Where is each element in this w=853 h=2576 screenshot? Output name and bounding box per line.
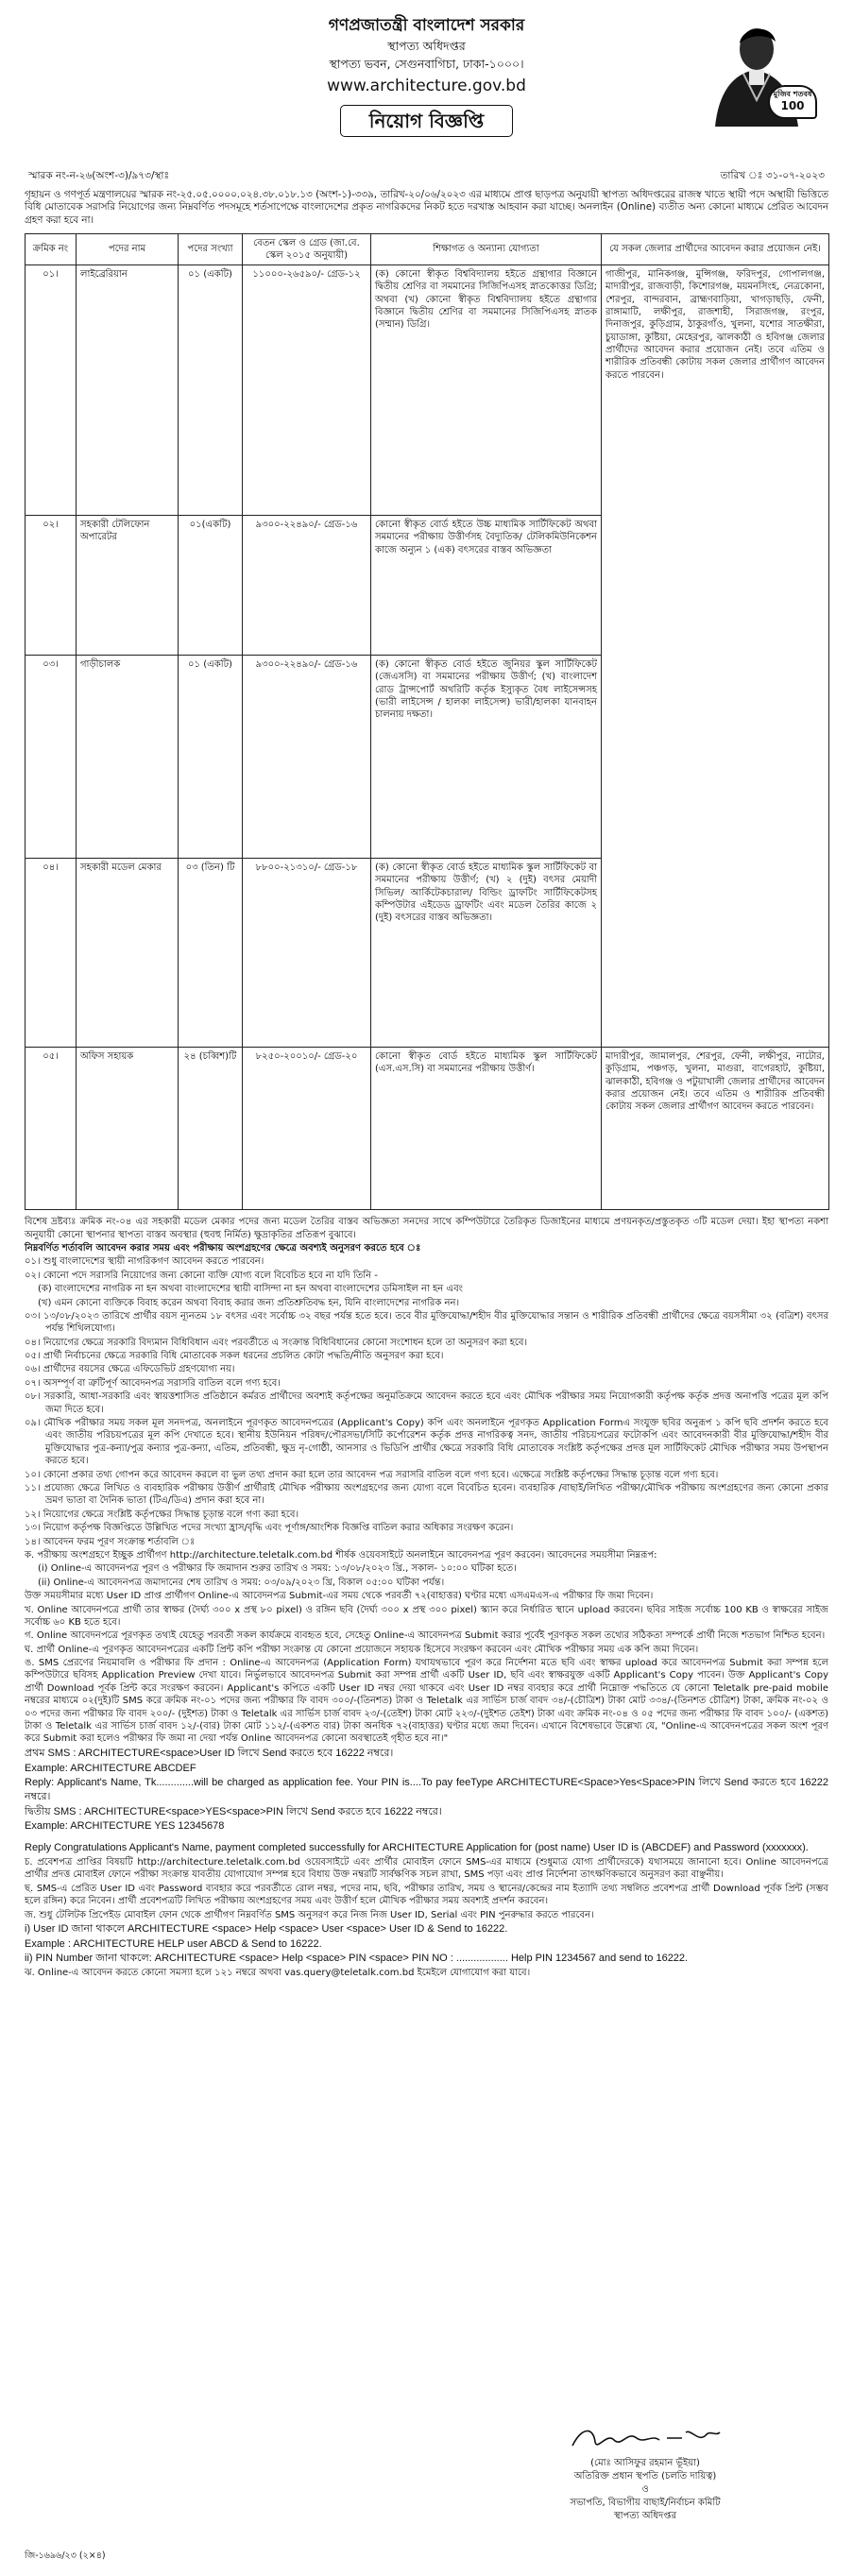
signatory-office: স্থাপত্য অধিদপ্তর xyxy=(614,2511,676,2521)
cell-count: ০১ (একটি) xyxy=(179,656,243,859)
cell-post: অফিস সহায়ক xyxy=(77,1048,179,1210)
cell-scale: ১১০০০-২৬৫৯০/- গ্রেড-১২ xyxy=(243,265,371,516)
recovery-instruction: i) User ID জানা থাকলে ARCHITECTURE <space> Help <space> User <space> User ID & Send to 16222. xyxy=(25,1922,508,1935)
cell-qualification: (ক) কোনো স্বীকৃত বিশ্ববিদ্যালয় হইতে গ্রন্থাগার বিজ্ঞানে দ্বিতীয় শ্রেণির বা সমমানের সিজিপিএসহ স্নাতকোত্তর ডিগ্রি; অথবা (খ) কোনো স্বীকৃত বিশ্ববিদ্যালয় হইতে গ্রন্থাগার বিজ্ঞানে দ্বিতীয় শ্রেণির বা সমমানের সিজিপিএসহ স্নাতক (সম্মান) ডিগ্রি। xyxy=(371,265,602,516)
cell-count: ০১ (একটি) xyxy=(179,265,243,516)
cell-sl: ০২। xyxy=(26,516,77,656)
mujib-centenary-logo xyxy=(706,15,819,127)
condition-item: ০৪। নিয়োগের ক্ষেত্রে সরকারি বিদ্যমান বিধিবিধান এবং পরবর্তীতে এ সংক্রান্ত বিধিবিধানের কোনো সংশোধন হলে তা অনুসরণ করা হবে। xyxy=(25,1337,528,1348)
cell-district: গাজীপুর, মানিকগঞ্জ, মুন্সিগঞ্জ, ফরিদপুর, গোপালগঞ্জ, মাদারীপুর, রাজবাড়ী, কিশোরগঞ্জ, ময়মনসিংহ, নেত্রকোনা, শেরপুর, বান্দরবান, ব্রাহ্মণবাড়িয়া, খাগড়াছড়ি, ফেনী, রাঙ্গামাটি, লক্ষীপুর, রাজশাহী, সিরাজগঞ্জ, রংপুর, দিনাজপুর, কুড়িগ্রাম, ঠাকুরগাঁও, খুলনা, যশোর সাতক্ষীরা, চুয়াডাঙ্গা, কুষ্টিয়া, মেহেরপুর, ঝালকাঠী ও হবিগঞ্জ জেলার প্রার্থীদের আবেদন করার প্রয়োজন নেই। তবে এতিম ও শারীরিক প্রতিবন্ধী কোটায় সকল জেলার প্রার্থীগণ আবেদন করতে পারবেন। xyxy=(602,265,829,1048)
condition-item: ০৮। সরকারি, আধা-সরকারি এবং স্বায়ত্তশাসিত প্রতিষ্ঠানে কর্মরত প্রার্থীদের অবশ্যই কর্তৃপক্ষের অনুমতিক্রমে আবেদন করতে হবে এবং মৌখিক পরীক্ষার সময় নিয়োগকারী কর্তৃপক্ষ কর্তৃক প্রদত্ত অনাপত্তি পত্রের মূল কপি জমা দিতে হবে। xyxy=(25,1391,828,1415)
cell-sl: ০৩। xyxy=(26,656,77,859)
cell-scale: ৯৩০০-২২৪৯০/- গ্রেড-১৬ xyxy=(243,516,371,656)
notice-title: নিয়োগ বিজ্ঞপ্তি xyxy=(340,105,514,137)
conditions-heading: নিম্নবর্ণিত শর্তাবলি আবেদন করার সময় এবং পরীক্ষায় অংশগ্রহণের ক্ষেত্রে অবশ্যই অনুসরণ করতে হবে ঃ xyxy=(25,1242,421,1254)
cell-post: গাড়ীচালক xyxy=(77,656,179,859)
notice-header xyxy=(25,13,828,164)
memo-date: তারিখ ঃ ৩১-০৭-২০২৩ xyxy=(720,170,825,181)
apply-item: জ. শুধু টেলিটক প্রিপেইড মোবাইল ফোন থেকে প্রার্থীগণ নিম্নবর্ণিত SMS অনুসরণ করে নিজ নিজ User ID, Serial এবং PIN পুনরুদ্ধার করতে পারবেন। xyxy=(25,1909,594,1920)
portrait-caption: মুজিব শতবর্ষ xyxy=(773,90,812,98)
table-row xyxy=(26,265,829,516)
apply-item: গ. Online আবেদনপত্রে পূরণকৃত তথ্যই যেহেতু পরবর্তী সকল কার্যক্রমে ব্যবহৃত হবে, সেহেতু Online-এ আবেদনপত্র Submit করার পূর্বেই পূরণকৃত সকল তথ্যের সঠিকতা সম্পর্কে প্রার্থী নিজে শতভাগ নিশ্চিত হবেন। xyxy=(25,1630,826,1642)
condition-item: ১০। কোনো প্রকার তথ্য গোপন করে আবেদন করলে বা ভুল তথ্য প্রদান করা হলে তার আবেদন পত্র সরাসরি বাতিল বলে গণ্য হবে। এক্ষেত্রে সংশ্লিষ্ট কর্তৃপক্ষের সিদ্ধান্ত চূড়ান্ত বলে গণ্য হবে। xyxy=(25,1469,719,1480)
sms-instruction: প্রথম SMS : ARCHITECTURE<space>User ID লিখে Send করতে হবে 16222 নম্বরে। xyxy=(25,1747,394,1759)
intro-paragraph: গৃহায়ন ও গণপূর্ত মন্ত্রণালয়ের স্মারক নং-২৫.০৫.০০০০.০২৪.৩৮.০১৮.১৩ (অংশ-১)-৩৩৯, তারিখ-২০/০৬/২০২৩ এর মাধ্যমে প্রাপ্ত ছাড়পত্র অনুযায়ী স্থাপত্য অধিদপ্তরের রাজস্ব খাতে স্থায়ী পদে অস্থায়ী ভিত্তিতে বিধি মোতাবেক সরাসরি নিয়োগের জন্য নিম্নবর্ণিত পদসমূহে শর্তসাপেক্ষে বাংলাদেশের প্রকৃত নাগরিকদের নিকট হতে দরখাস্ত আহবান করা যাচ্ছে। অনলাইন (Online) ব্যতীত অন্য কোনো মাধ্যমে প্রেরিত আবেদন গ্রহণ করা হবে না। xyxy=(25,188,828,227)
recovery-instruction: ii) PIN Number জানা থাকলে: ARCHITECTURE <space> Help <space> PIN <space> PIN NO : .................. Help PIN 1234567 and send to 16222. xyxy=(25,1953,689,1965)
cell-post: সহকারী মডেল মেকার xyxy=(77,859,179,1048)
condition-item: ০৬। প্রার্থীদের বয়সের ক্ষেত্রে এফিডেভিট গ্রহণযোগ্য নয়। xyxy=(25,1364,235,1375)
apply-item: ঘ. প্রার্থী Online-এ পূরণকৃত আবেদনপত্রের একটি প্রিন্ট কপি পরীক্ষা সংক্রান্ত যে কোনো প্রয়োজনে সহায়ক হিসেবে সংরক্ষণ করবেন এবং মৌখিক পরীক্ষার সময় এক কপি জমা দিবেন। xyxy=(25,1644,699,1655)
cell-qualification: (ক) কোনো স্বীকৃত বোর্ড হইতে জুনিয়র স্কুল সার্টিফিকেট (জেএসসি) বা সমমানের পরীক্ষায় উত্তীর্ণ; (খ) বাংলাদেশ রোড ট্রান্সপোর্ট অথরিটি কর্তৃক ইস্যুকৃত বৈধ লাইসেন্সসহ (ভারী লাইসেন্স / হালকা লাইসেন্স) ভারী/হালকা যানবাহন চালনায় দক্ষতা। xyxy=(371,656,602,859)
memo-reference: স্মারক নং-ন-২৬(অংশ-৩)/৯৭৩/স্থাঃ xyxy=(28,170,170,181)
sms-reply: Reply: Applicant's Name, Tk.............will be charged as application fee. Your PIN is....To pay feeType ARCHITECTURE<Space>Yes<Space>PIN লিখে Send করতে হবে 16222 নম্বরে। xyxy=(25,1777,828,1803)
cell-qualification: কোনো স্বীকৃত বোর্ড হইতে উচ্চ মাধ্যমিক সার্টিফিকেট অথবা সমমানের পরীক্ষায় উত্তীর্ণসহ বৈদ্যুতিক/ টেলিকমিউনিকেশন কাজে অন্যুন ১ (এক) বৎসরের বাস্তব অভিজ্ঞতা xyxy=(371,516,602,656)
col-header-qualification: শিক্ষাগত ও অন্যান্য যোগ্যতা xyxy=(371,233,602,265)
col-header-post: পদের নাম xyxy=(77,233,179,265)
memo-line xyxy=(25,170,828,183)
cell-qualification: কোনো স্বীকৃত বোর্ড হইতে মাধ্যমিক স্কুল সার্টিফিকেট (এস.এস.সি) বা সমমানের পরীক্ষায় উত্তীর্ণ। xyxy=(371,1048,602,1210)
signatory-committee: সভাপতি, বিভাগীয় বাছাই/নির্বাচন কমিটি xyxy=(570,2498,721,2508)
cell-sl: ০৫। xyxy=(26,1048,77,1210)
cell-scale: ৯৩০০-২২৪৯০/- গ্রেড-১৬ xyxy=(243,656,371,859)
cell-qualification: (ক) কোনো স্বীকৃত বোর্ড হইতে মাধ্যমিক স্কুল সার্টিফিকেট বা সমমানের পরীক্ষায় উত্তীর্ণ; (খ) ২ (দুই) বৎসর মেয়াদী সিভিল/ আর্কিটেকচারাল/ বিল্ডিং ড্রাফটিং সার্টিফিকেটসহ কম্পিউটার এইডেড ড্রাফটিং এবং মডেল তৈরির কাজে ২ (দুই) বৎসরের বাস্তব অভিজ্ঞতা। xyxy=(371,859,602,1048)
cell-sl: ০১। xyxy=(26,265,77,516)
sms-reply: Reply Congratulations Applicant's Name, payment completed successfully for ARCHITECTURE Application for (post name) User ID is (ABCDEF) and Password (xxxxxxx). xyxy=(25,1842,809,1854)
condition-item: ১৩। নিয়োগ কর্তৃপক্ষ বিজ্ঞপ্তিতে উল্লিখিত পদের সংখ্যা হ্রাস/বৃদ্ধি এবং পূর্ণাঙ্গ/আংশিক বিজ্ঞপ্তি বাতিল করার অধিকার সংরক্ষণ করেন। xyxy=(25,1523,514,1534)
apply-item: উক্ত সময়সীমার মধ্যে User ID প্রাপ্ত প্রার্থীগণ Online-এ আবেদনপত্র Submit-এর সময় থেকে পরবর্তী ৭২(বাহাত্তর) ঘণ্টার মধ্যে এসএমএস-এ পরীক্ষার ফি জমা দিবেন। xyxy=(25,1591,654,1602)
condition-subitem: (খ) এমন কোনো ব্যক্তিকে বিবাহ করেন অথবা বিবাহ করার জন্য প্রতিশ্রুতিবদ্ধ হন, যিনি বাংলাদেশের নাগরিক নন। xyxy=(38,1297,460,1308)
apply-item: খ. Online আবেদনপত্রে প্রার্থী তার স্বাক্ষর (দৈর্ঘ্য ৩০০ x প্রস্থ ৮০ pixel) ও রঙ্গিন ছবি (দৈর্ঘ্য ৩০০ x প্রস্থ ৩০০ pixel) স্ক্যান করে নির্ধারিত স্থানে upload করবেন। ছবির সাইজ সর্বোচ্চ 100 KB ও স্বাক্ষরের সাইজ সর্বোচ্চ ৬০ KB হতে হবে। xyxy=(25,1604,828,1628)
col-header-count: পদের সংখ্যা xyxy=(179,233,243,265)
recovery-example: Example : ARCHITECTURE HELP user ABCD & Send to 16222. xyxy=(25,1937,322,1950)
condition-item: ১২। নিয়োগের ক্ষেত্রে সংশ্লিষ্ট কর্তৃপক্ষের সিদ্ধান্ত চূড়ান্ত বলে গণ্য করা হবে। xyxy=(25,1509,299,1520)
cell-district: মাদারীপুর, জামালপুর, শেরপুর, ফেনী, লক্ষীপুর, নাটোর, কুড়িগ্রাম, পঞ্চগড়, খুলনা, মাগুরা, বাগেরহাট, কুষ্টিয়া, ঝালকাঠী, হবিগঞ্জ ও পটুয়াখালী জেলার প্রার্থীদের আবেদন করার প্রয়োজন নেই। তবে এতিম ও শারীরিক প্রতিবন্ধী কোটায় সকল জেলার প্রার্থীগণ আবেদন করতে পারবেন। xyxy=(602,1048,829,1210)
condition-subitem: (ক) বাংলাদেশের নাগরিক না হন অথবা বাংলাদেশের স্থায়ী বাসিন্দা না হন অথবা বাংলাদেশের ডমিসাইল না হন এবং xyxy=(38,1284,463,1295)
special-note: বিশেষ দ্রষ্টব্যঃ ক্রমিক নং-০৪ এর সহকারী মডেল মেকার পদের জন্য মডেল তৈরির বাস্তব অভিজ্ঞতা সনদের সাথে কম্পিউটারে তৈরিকৃত ডিজাইনের মাধ্যমে প্রণয়নকৃত/প্রস্তুতকৃত ৩টি মডেল দেয়া। ইহা স্থাপত্য নকশা অনুযায়ী কোনো স্থাপনার স্থাপত্য বাস্তব অবস্থার (হুবহু নির্মিত) ক্ষুদ্রাকৃতির প্রতিরূপ বুঝাবে। xyxy=(25,1217,828,1240)
signature-mark xyxy=(565,2423,725,2455)
condition-item: ০৯। মৌখিক পরীক্ষার সময় সকল মূল সনদপত্র, অনলাইনে পূরণকৃত আবেদনপত্রের (Applicant's Copy) কপি এবং অনলাইনে পূরণকৃত Application Formএ সংযুক্ত ছবির অনুরূপ ১ কপি ছবি প্রদর্শন করতে হবে এবং জাতীয় পরিচয়পত্রের মূল কপি দেখাতে হবে। স্থানীয় ইউনিয়ন পরিষদ/পৌরসভা/সিটি কর্পোরেশন কর্তৃক প্রদত্ত নাগরিকত্ব সনদ, জাতীয় পরিচয়পত্রের ফটোকপি এবং আবেদনকারী বীর মুক্তিযোদ্ধা/শহীদ বীর মুক্তিযোদ্ধার পুত্র-কন্যা/পুত্র কন্যার পুত্র-কন্যা, এতিম, প্রতিবন্ধী, ক্ষুদ্র নৃ-গোষ্ঠী, আনসার ও ভিডিপি প্রার্থীর ক্ষেত্রে সরকারি বিধি মোতাবেক সংশ্লিষ্ট কর্তৃপক্ষের প্রদত্ত মূল সার্টিফিকেট মৌখিক পরীক্ষার সময় উপস্থাপন করতে হবে। xyxy=(25,1418,828,1467)
department-address: স্থাপত্য ভবন, সেগুনবাগিচা, ঢাকা-১০০০। xyxy=(329,56,524,71)
condition-item: ০৭। অসম্পূর্ণ বা ত্রুটিপূর্ণ আবেদনপত্র সরাসরি বাতিল বলে গণ্য হবে। xyxy=(25,1377,281,1389)
condition-item: ১১। প্রযোজ্য ক্ষেত্রে লিখিত ও ব্যবহারিক পরীক্ষায় উত্তীর্ণ প্রার্থীরাই মৌখিক পরীক্ষায় অংশগ্রহণের জন্য যোগ্য বলে বিবেচিত হবেন। ব্যবহারিক /বাছাই/লিখিত পরীক্ষা/মৌখিক পরীক্ষায় অংশগ্রহণের জন্য কোনো প্রকার ভ্রমণ ভাতা বা দৈনিক ভাতা (টিএ/ডিএ) প্রদান করা হবে না। xyxy=(25,1483,828,1507)
footer-code: জি-১৬৯৬/২৩ (২×৪) xyxy=(25,2550,106,2561)
government-title: গণপ্রজাতন্ত্রী বাংলাদেশ সরকার xyxy=(328,16,525,35)
cell-scale: ৮৮০০-২১৩১০/- গ্রেড-১৮ xyxy=(243,859,371,1048)
cell-count: ০১(একটি) xyxy=(179,516,243,656)
signature-block xyxy=(503,2423,787,2523)
condition-item: ০৫। প্রার্থী নির্বাচনের ক্ষেত্রে সরকারি বিধি মোতাবেক সকল ধরনের প্রচলিত কোটা পদ্ধতি/নীতি অনুসরণ করা হবে। xyxy=(25,1351,444,1362)
cell-post: সহকারী টেলিফোন অপারেটর xyxy=(77,516,179,656)
cell-post: লাইব্রেরিয়ান xyxy=(77,265,179,516)
posts-table xyxy=(25,233,829,1211)
table-row xyxy=(26,1048,829,1210)
condition-item: ১৪। আবেদন ফরম পূরণ সংক্রান্ত শর্তাবলি ঃ xyxy=(25,1536,196,1547)
portrait-number: 100 xyxy=(780,98,805,112)
apply-subitem: (i) Online-এ আবেদনপত্র পূরণ ও পরীক্ষার ফি জমাদান শুরুর তারিখ ও সময়: ১৩/০৮/২০২৩ খ্রি., সকাল- ১০:০০ ঘটিকা হতে। xyxy=(38,1563,517,1575)
sms-instruction: দ্বিতীয় SMS : ARCHITECTURE<space>YES<space>PIN লিখে Send করতে হবে 16222 নম্বরে। xyxy=(25,1805,442,1817)
condition-item: ০১। শুধু বাংলাদেশের স্থায়ী নাগরিকগণ আবেদন করতে পারবেন। xyxy=(25,1256,264,1268)
apply-item: ঙ. SMS প্রেরণের নিয়মাবলি ও পরীক্ষার ফি প্রদান : Online-এ আবেদনপত্র (Application Form) যথাযথভাবে পূরণ করে নির্দেশনা মতে ছবি এবং স্বাক্ষর upload করে আবেদনপত্র Submit করা সম্পন্ন হলে কম্পিউটারে ছবিসহ Application Preview দেখা যাবে। নির্ভুলভাবে আবেদনপত্র Submit করা সম্পন্ন প্রার্থী একটি User ID, ছবি এবং স্বাক্ষরযুক্ত একটি Applicant's Copy পাবেন। উক্ত Applicant's Copy প্রার্থী Download পূর্বক প্রিন্ট করে সংরক্ষণ করবেন। Applicant's কপিতে একটি User ID নম্বর দেয়া থাকবে এবং User ID নম্বর ব্যবহার করে প্রার্থী নিম্নোক্ত পদ্ধতিতে যে কোনো Teletalk pre-paid mobile নম্বরের মাধ্যমে ০২(দুই)টি SMS করে ক্রমিক নং-০১ পদের জন্য পরীক্ষার ফি বাবদ ৩০০/-(তিনশত) টাকা ও Teletalk এর সার্ভিস চার্জ বাবদ ৩৪/-(চৌত্রিশ) টাকা মোট ৩৩৪/-(তিনশত চৌত্রিশ) টাকা, ক্রমিক নং-০২ ও ০৩ পদের জন্য পরীক্ষার ফি বাবদ ২০০/- (দুইশত) টাকা ও Teletalk এর সার্ভিস চার্জ বাবদ ২৩/-(তেইশ) টাকা মোট ২২৩/-(দুইশত তেইশ) টাকা এবং ক্রমিক নং-০৪ ও ০৫ পদের জন্য পরীক্ষার ফি বাবদ ১০০/- (একশত) টাকা ও Teletalk এর সার্ভিস চার্জ বাবদ ১২/-(বার) টাকা মোট ১১২/-(একশত বার) টাকা অনধিক ৭২(বাহাত্তর) ঘণ্টার মধ্যে জমা দিবেন। এখানে বিশেষভাবে উল্লেখ্য যে, "Online-এ আবেদনপত্রের সকল অংশ পূরণ করে Submit করা হলেও পরীক্ষার ফি জমা না দেয়া পর্যন্ত Online আবেদনপত্র কোনো অবস্থাতেই গৃহীত হবে না।" xyxy=(25,1658,828,1745)
col-header-sl: ক্রমিক নং xyxy=(26,233,77,265)
sms-example: Example: ARCHITECTURE ABCDEF xyxy=(25,1762,196,1774)
department-name: স্থাপত্য অধিদপ্তর xyxy=(387,39,466,54)
condition-item: ০৩। ১৩/০৮/২০২৩ তারিখে প্রার্থীর বয়স ন্যূনতম ১৮ বৎসর এবং সর্বোচ্চ ৩২ বছর পর্যন্ত হতে হবে। তবে বীর মুক্তিযোদ্ধা/শহীদ বীর মুক্তিযোদ্ধার সন্তান ও শারীরিক প্রতিবন্ধী প্রার্থীদের ক্ষেত্রে বয়সসীমা ৩২ (বত্রিশ) বৎসর পর্যন্ত শিথিলযোগ্য। xyxy=(25,1310,828,1335)
apply-subitem: (ii) Online-এ আবেদনপত্র জমাদানের শেষ তারিখ ও সময়: ০৩/০৯/২০২৩ খ্রি, বিকাল ০৫:০০ ঘটিকা পর্যন্ত। xyxy=(38,1577,445,1588)
signatory-conjunction: ও xyxy=(641,2484,649,2495)
cell-count: ২৪ (চব্বিশ)টি xyxy=(179,1048,243,1210)
signatory-name: (মোঃ আসিফুর রহমান ভূঁইয়া) xyxy=(590,2458,700,2468)
apply-item: ছ. SMS-এ প্রেরিত User ID এবং Password ব্যবহার করে পরবর্তীতে রোল নম্বর, পদের নাম, ছবি, পরীক্ষার তারিখ, সময় ও স্থানের/কেন্দ্রের নাম ইত্যাদি তথ্য সম্বলিত প্রবেশপত্র প্রার্থী Download পূর্বক প্রিন্ট (সম্ভব হলে রঙ্গিন) করে নিবেন। প্রার্থী প্রবেশপত্রটি লিখিত পরীক্ষায় অংশগ্রহণের সময় এবং উত্তীর্ণ হলে মৌখিক পরীক্ষার সময় অবশ্যই প্রদর্শন করবেন। xyxy=(25,1883,828,1907)
website-link[interactable]: www.architecture.gov.bd xyxy=(327,77,526,96)
apply-item: চ. প্রবেশপত্র প্রাপ্তির বিষয়টি http://architecture.teletalk.com.bd ওয়েবসাইটে এবং প্রার্থীর মোবাইল ফোনে SMS-এর মাধ্যমে (শুধুমাত্র যোগ্য প্রার্থীদেরকে) যথাসময়ে জানানো হবে। Online আবেদনপত্রে প্রার্থীর প্রদত্ত মোবাইল ফোনে পরীক্ষা সংক্রান্ত যাবতীয় যোগাযোগ সম্পন্ন হবে বিধায় উক্ত নম্বরটি সার্বক্ষণিক সচল রাখা, SMS পড়া এবং প্রাপ্ত নির্দেশনা তাৎক্ষণিকভাবে অনুসরণ করা বাঞ্ছনীয়। xyxy=(25,1856,828,1881)
sms-example: Example: ARCHITECTURE YES 12345678 xyxy=(25,1820,225,1833)
cell-count: ০৩ (তিন) টি xyxy=(179,859,243,1048)
conditions-section xyxy=(25,1216,828,1979)
cell-scale: ৮২৫০-২০০১০/- গ্রেড-২০ xyxy=(243,1048,371,1210)
condition-item: ০২। কোনো পদে সরাসরি নিয়োগের জন্য কোনো ব্যক্তি যোগ্য বলে বিবেচিত হবে না যদি তিনি - xyxy=(25,1270,378,1281)
helpline-note: ঝ. Online-এ আবেদন করতে কোনো সমস্যা হলে ১২১ নম্বরে অথবা vas.query@teletalk.com.bd ইমেইলে যোগাযোগ করা যাবে। xyxy=(25,1968,531,1979)
col-header-district: যে সকল জেলার প্রার্থীদের আবেদন করার প্রয়োজন নেই। xyxy=(602,233,829,265)
col-header-scale: বেতন স্কেল ও গ্রেড (জা.বে. স্কেল ২০১৫ অনুযায়ী) xyxy=(243,233,371,265)
signatory-designation: অতিরিক্ত প্রধান স্থপতি (চলতি দায়িত্ব) xyxy=(573,2471,717,2482)
table-header-row xyxy=(26,233,829,265)
apply-item: ক. পরীক্ষায় অংশগ্রহণে ইচ্ছুক প্রার্থীগণ http://architecture.teletalk.com.bd শীর্ষক ওয়েবসাইটে অনলাইনে আবেদনপত্র পূরণ করবেন। আবেদনের সময়সীমা নিম্নরূপ: xyxy=(25,1549,657,1561)
cell-sl: ০৪। xyxy=(26,859,77,1048)
